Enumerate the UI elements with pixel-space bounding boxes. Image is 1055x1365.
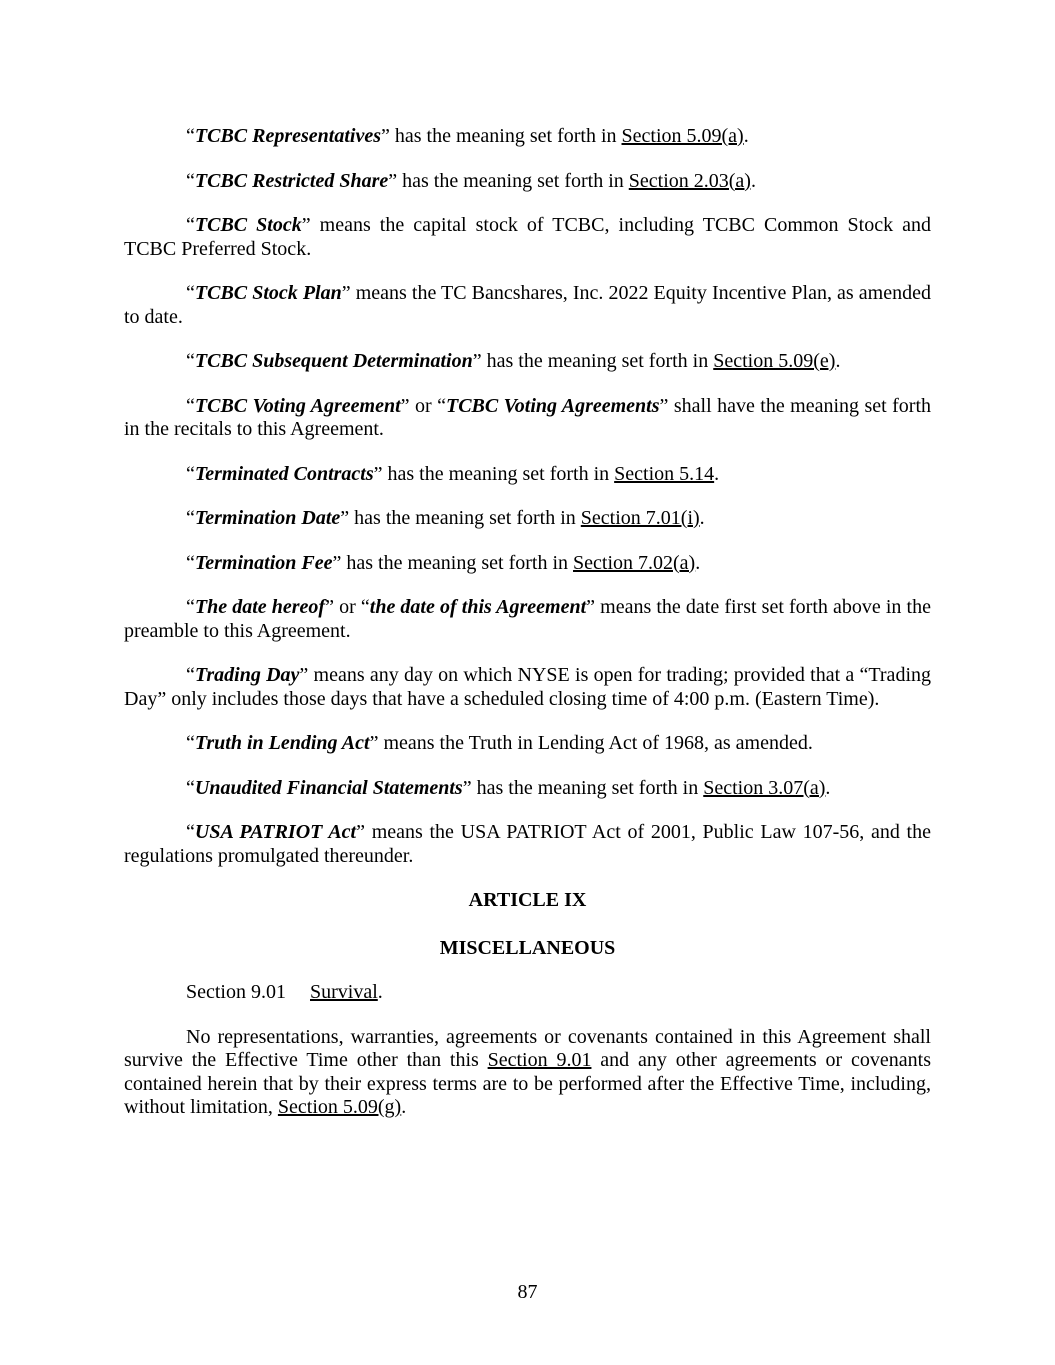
definition-text: has the meaning set forth in [382, 462, 615, 485]
definition-end: . [825, 776, 831, 799]
term-connector: or [409, 394, 438, 417]
section-reference: Section 3.07(a) [703, 776, 826, 799]
definition-the-date-hereof: “The date hereof” or “the date of this Agreement” means the date first set forth above in the preamble to this Agreement. [124, 596, 931, 642]
definition-text: means the Truth in Lending Act of 1968, as amended. [378, 732, 813, 754]
definition-text: means the date first set forth above in the preamble to this Agreement. [124, 596, 931, 642]
section-number: Section 9.01 [186, 981, 286, 1003]
term-connector: or [333, 596, 361, 618]
definition-end: . [743, 125, 749, 147]
definition-end: . [699, 507, 705, 529]
defined-term: TCBC Restricted Share [194, 169, 389, 192]
survival-paragraph [124, 1026, 931, 1120]
definition-text: has the meaning set forth in [389, 125, 622, 147]
definition-text: has the meaning set forth in [471, 776, 704, 799]
defined-term: Trading Day [194, 664, 300, 686]
definition-unaudited-financial-statements: “Unaudited Financial Statements” has the meaning set forth in Section 3.07(a). [186, 776, 831, 799]
section-reference: Section 5.09(a) [621, 125, 744, 147]
section-reference: Section 7.02(a) [573, 551, 696, 574]
definition-text: shall have the meaning set forth in the recitals to this Agreement. [124, 394, 932, 440]
definition-termination-date: “Termination Date” has the meaning set forth in Section 7.01(i). [186, 507, 705, 529]
defined-term: The date hereof [194, 596, 326, 618]
defined-term: Termination Fee [194, 551, 333, 574]
defined-term: TCBC Representatives [194, 125, 381, 147]
article-heading: ARTICLE IX [468, 889, 587, 911]
page-number: 87 [517, 1281, 538, 1303]
section-heading [186, 981, 931, 1005]
defined-term: Termination Date [194, 507, 341, 529]
definition-tcbc-stock: “TCBC Stock” means the capital stock of TCBC, including TCBC Common Stock and TCBC Preferred Stock. [124, 214, 932, 260]
definition-text: means the capital stock of TCBC, including TCBC Common Stock and TCBC Preferred Stock. [124, 214, 932, 260]
definition-tcbc-representatives: “TCBC Representatives” has the meaning set forth in Section 5.09(a). [186, 125, 749, 147]
definition-terminated-contracts: “Terminated Contracts” has the meaning set forth in Section 5.14. [186, 462, 720, 485]
definition-end: . [695, 551, 701, 574]
definition-text: means any day on which NYSE is open for trading; provided that a “Trading Day” only includes those days that have a scheduled closing time of 4:00 p.m. (Eastern Time). [124, 664, 931, 710]
section-reference: Section 5.09(e) [713, 350, 836, 372]
paragraph-end: . [401, 1096, 407, 1118]
defined-term: USA PATRIOT Act [194, 821, 357, 843]
defined-term-alt: the date of this Agreement [369, 596, 587, 618]
definition-tcbc-restricted-share: “TCBC Restricted Share” has the meaning set forth in Section 2.03(a). [186, 169, 756, 192]
definition-end: . [835, 350, 841, 372]
section-reference: Section 5.09(g) [277, 1096, 402, 1118]
defined-term: Unaudited Financial Statements [194, 776, 463, 799]
defined-term: TCBC Stock Plan [194, 282, 342, 304]
defined-term: TCBC Stock [194, 214, 302, 236]
section-title: Survival [310, 981, 378, 1003]
paragraph-text: and any other agreements or covenants contained herein that by their express terms are to be performed after the Effective Time, including, without limitation, [124, 1049, 931, 1118]
definition-text: means the USA PATRIOT Act of 2001, Public Law 107-56, and the regulations promulgated thereunder. [124, 821, 931, 867]
defined-term: Terminated Contracts [194, 462, 374, 485]
paragraph-text: No representations, warranties, agreements or covenants contained in this Agreement shall survive the Effective Time other than this [124, 1025, 931, 1071]
section-reference: Section 5.14 [614, 462, 715, 485]
definition-text: means the TC Bancshares, Inc. 2022 Equity Incentive Plan, as amended to date. [124, 282, 931, 328]
defined-term: TCBC Subsequent Determination [194, 350, 473, 372]
definition-termination-fee: “Termination Fee” has the meaning set forth in Section 7.02(a). [186, 551, 701, 574]
section-reference: Section 9.01 [487, 1049, 592, 1071]
defined-term-alt: TCBC Voting Agreements [445, 394, 660, 417]
definition-tcbc-subsequent-determination: “TCBC Subsequent Determination” has the meaning set forth in Section 5.09(e). [186, 350, 841, 372]
definition-text: has the meaning set forth in [397, 169, 629, 192]
definition-end: . [714, 462, 720, 485]
page-content [124, 125, 931, 1120]
section-reference: Section 7.01(i) [580, 507, 700, 529]
defined-term: TCBC Voting Agreement [194, 394, 401, 417]
definition-end: . [750, 169, 756, 192]
definition-tcbc-stock-plan: “TCBC Stock Plan” means the TC Bancshares, Inc. 2022 Equity Incentive Plan, as amended to date. [124, 282, 931, 328]
definition-text: has the meaning set forth in [341, 551, 574, 574]
definition-text: has the meaning set forth in [349, 507, 581, 529]
definition-tcbc-voting-agreement: “TCBC Voting Agreement” or “TCBC Voting Agreements” shall have the meaning set forth in the recitals to this Agreement. [124, 394, 932, 440]
section-reference: Section 2.03(a) [628, 169, 751, 192]
defined-term: Truth in Lending Act [194, 732, 370, 754]
section-title-end: . [377, 981, 383, 1003]
article-title: MISCELLANEOUS [439, 936, 616, 959]
definition-truth-in-lending-act: “Truth in Lending Act” means the Truth in Lending Act of 1968, as amended. [186, 732, 813, 754]
definition-trading-day: “Trading Day” means any day on which NYSE is open for trading; provided that a “Trading Day” only includes those days that have a scheduled closing time of 4:00 p.m. (Eastern Time). [124, 664, 931, 710]
definition-usa-patriot-act: “USA PATRIOT Act” means the USA PATRIOT Act of 2001, Public Law 107-56, and the regulations promulgated thereunder. [124, 821, 931, 867]
definition-text: has the meaning set forth in [481, 350, 714, 372]
